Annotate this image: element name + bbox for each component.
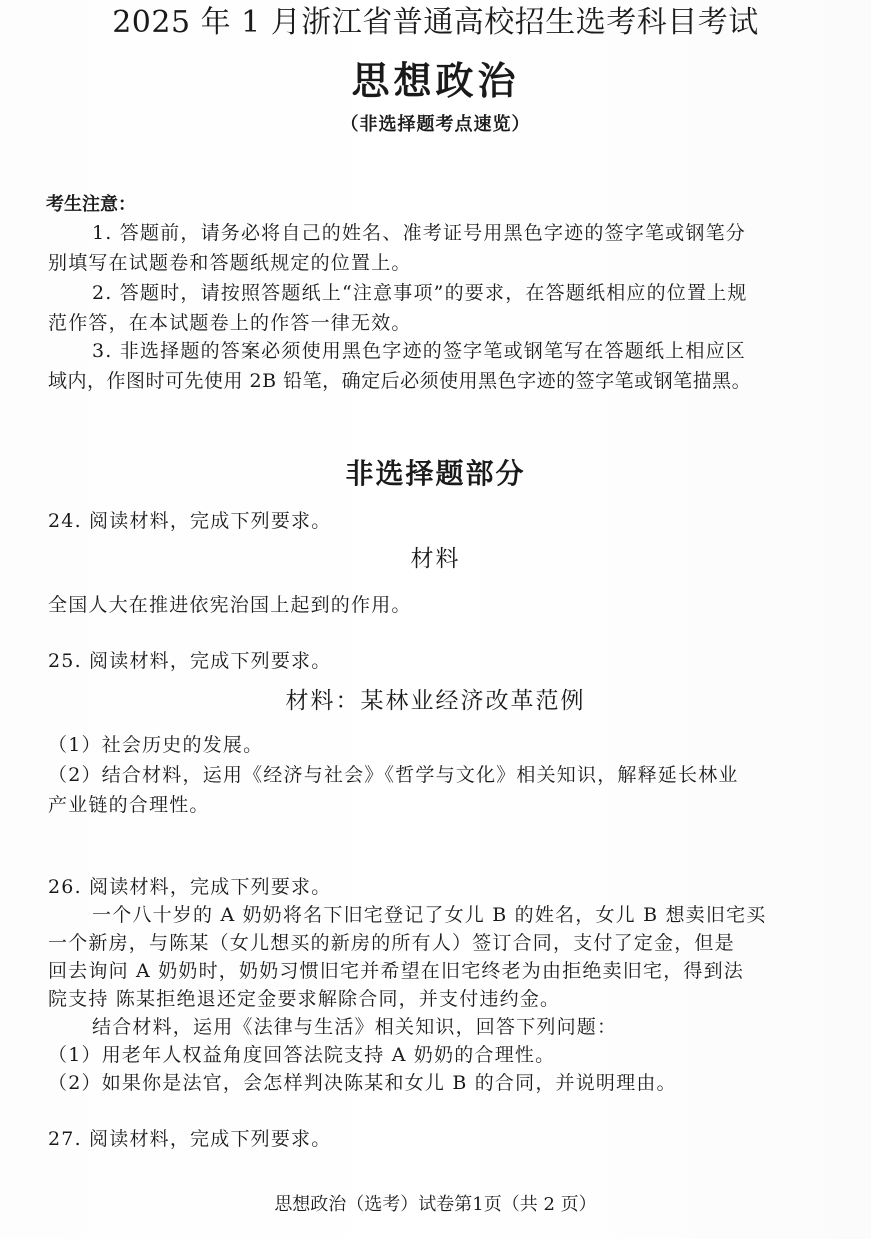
question-25-material-heading: 材料：某林业经济改革范例 <box>285 688 586 714</box>
question-25-line: （1）社会历史的发展。 <box>48 734 264 756</box>
question-26-line: 一个八十岁的 A 奶奶将名下旧宅登记了女儿 B 的姓名，女儿 B 想卖旧宅买 <box>92 904 767 926</box>
question-24-line: 全国人大在推进依宪治国上起到的作用。 <box>48 594 412 616</box>
question-26-stem: 26. 阅读材料，完成下列要求。 <box>48 876 332 898</box>
page-footer: 思想政治（选考）试卷第1页（共 2 页） <box>274 1194 597 1215</box>
question-24-stem: 24. 阅读材料，完成下列要求。 <box>48 510 332 532</box>
notice-line: 2. 答题时，请按照答题纸上“注意事项”的要求，在答题纸相应的位置上规 <box>92 282 748 304</box>
question-26-line: （1）用老年人权益角度回答法院支持 A 奶奶的合理性。 <box>48 1044 556 1066</box>
question-27-stem: 27. 阅读材料，完成下列要求。 <box>48 1128 332 1150</box>
question-24-material-heading: 材料 <box>410 546 461 572</box>
subtitle: （非选择题考点速览） <box>340 114 531 135</box>
notice-heading: 考生注意： <box>46 194 136 215</box>
notice-line: 别填写在试题卷和答题纸规定的位置上。 <box>48 252 412 274</box>
question-25-stem: 25. 阅读材料，完成下列要求。 <box>48 650 332 672</box>
question-26-line: 院支持 陈某拒绝退还定金要求解除合同，并支付违约金。 <box>48 988 561 1010</box>
notice-line: 域内，作图时可先使用 2B 铅笔，确定后必须使用黑色字迹的签字笔或钢笔描黑。 <box>48 370 752 392</box>
question-26-line: 回去询问 A 奶奶时，奶奶习惯旧宅并希望在旧宅终老为由拒绝卖旧宅，得到法 <box>48 960 745 982</box>
notice-line: 3. 非选择题的答案必须使用黑色字迹的签字笔或钢笔写在答题纸上相应区 <box>92 340 746 362</box>
section-heading: 非选择题部分 <box>345 457 526 490</box>
question-26-line: 一个新房，与陈某（女儿想买的新房的所有人）签订合同，支付了定金，但是 <box>48 932 735 954</box>
question-25-line: （2）结合材料，运用《经济与社会》《哲学与文化》相关知识，解释延长林业 <box>48 764 739 786</box>
exam-title: 2025 年 1 月浙江省普通高校招生选考科目考试 <box>112 5 759 40</box>
notice-line: 范作答，在本试题卷上的作答一律无效。 <box>48 312 412 334</box>
question-26-line: （2）如果你是法官，会怎样判决陈某和女儿 B 的合同，并说明理由。 <box>48 1072 677 1094</box>
question-26-line: 结合材料，运用《法律与生活》相关知识，回答下列问题： <box>92 1016 618 1038</box>
notice-line: 1. 答题前，请务必将自己的姓名、准考证号用黑色字迹的签字笔或钢笔分 <box>92 222 746 244</box>
question-25-line: 产业链的合理性。 <box>48 794 210 816</box>
subject-title: 思想政治 <box>351 59 520 103</box>
